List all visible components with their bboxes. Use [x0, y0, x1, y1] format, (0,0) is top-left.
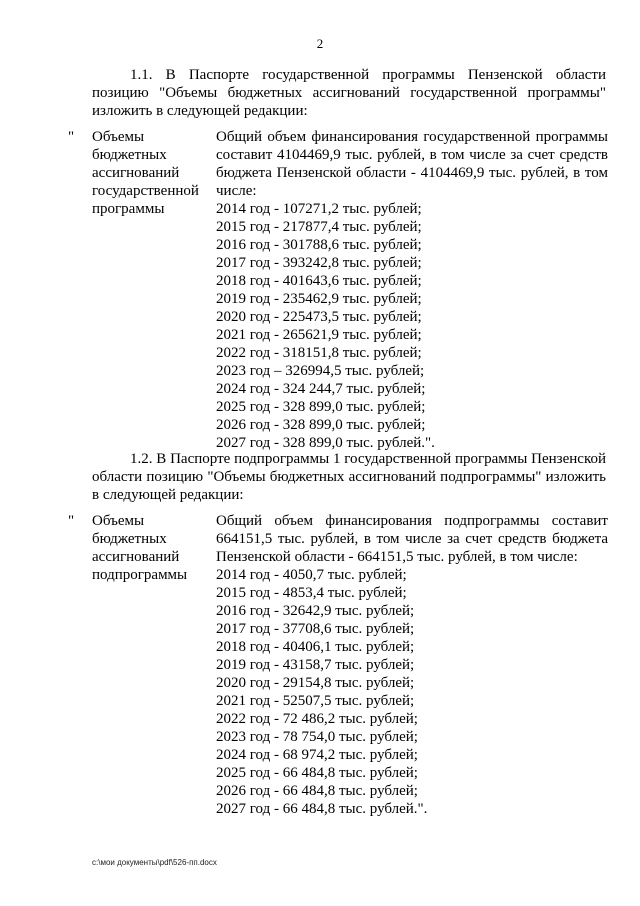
year-line: 2017 год - 37708,6 тыс. рублей;: [216, 621, 415, 637]
label-line: ассигнований: [92, 165, 180, 181]
year-line: 2026 год - 328 899,0 тыс. рублей;: [216, 417, 426, 433]
year-line: 2017 год - 393242,8 тыс. рублей;: [216, 255, 422, 271]
year-line: 2019 год - 235462,9 тыс. рублей;: [216, 291, 422, 307]
year-line: 2020 год - 29154,8 тыс. рублей;: [216, 675, 415, 691]
year-line: 2025 год - 328 899,0 тыс. рублей;: [216, 399, 426, 415]
section-1-1-value-intro: Общий объем финансирования государственной программы составит 4104469,9 тыс. рублей, в том числе за счет средств бюджета Пензенской области - 4104469,9 тыс. рублей, в том числе:: [216, 129, 608, 199]
year-line: 2023 год - 78 754,0 тыс. рублей;: [216, 729, 418, 745]
year-line: 2014 год - 4050,7 тыс. рублей;: [216, 567, 407, 583]
section-1-2-quote-mark: ": [68, 513, 75, 529]
year-line: 2027 год - 328 899,0 тыс. рублей.".: [216, 435, 435, 451]
label-line: ассигнований: [92, 549, 180, 565]
section-1-1-label: [92, 128, 212, 218]
year-line: 2027 год - 66 484,8 тыс. рублей.".: [216, 801, 428, 817]
section-1-2-label: [92, 512, 212, 584]
year-line: 2016 год - 32642,9 тыс. рублей;: [216, 603, 415, 619]
label-line: Объемы: [92, 129, 145, 145]
label-line: программы: [92, 201, 165, 217]
year-line: 2021 год - 52507,5 тыс. рублей;: [216, 693, 415, 709]
year-line: 2022 год - 318151,8 тыс. рублей;: [216, 345, 422, 361]
year-line: 2016 год - 301788,6 тыс. рублей;: [216, 237, 422, 253]
year-line: 2018 год - 40406,1 тыс. рублей;: [216, 639, 415, 655]
label-line: подпрограммы: [92, 567, 188, 583]
year-line: 2022 год - 72 486,2 тыс. рублей;: [216, 711, 418, 727]
label-line: государственной: [92, 183, 199, 199]
section-1-2-value: [216, 512, 608, 818]
section-1-1-intro-text: 1.1. В Паспорте государственной программы Пензенской области позицию "Объемы бюджетных ассигнований государственной программы" изложить в следующей редакции:: [92, 67, 606, 119]
section-1-2-intro: [92, 450, 606, 504]
year-line: 2015 год - 217877,4 тыс. рублей;: [216, 219, 422, 235]
year-line: 2023 год – 326994,5 тыс. рублей;: [216, 363, 425, 379]
section-1-1-value: [216, 128, 608, 452]
year-line: 2021 год - 265621,9 тыс. рублей;: [216, 327, 422, 343]
year-line: 2026 год - 66 484,8 тыс. рублей;: [216, 783, 418, 799]
page-number: 2: [316, 36, 324, 51]
section-1-1-intro: [92, 66, 606, 120]
year-line: 2019 год - 43158,7 тыс. рублей;: [216, 657, 415, 673]
section-1-2-value-intro: Общий объем финансирования подпрограммы составит 664151,5 тыс. рублей, в том числе за счет средств бюджета Пензенской области - 664151,5 тыс. рублей, в том числе:: [216, 513, 608, 565]
label-line: бюджетных: [92, 531, 167, 547]
year-line: 2024 год - 324 244,7 тыс. рублей;: [216, 381, 426, 397]
year-line: 2014 год - 107271,2 тыс. рублей;: [216, 201, 422, 217]
section-1-1-quote-mark: ": [68, 129, 75, 145]
year-line: 2025 год - 66 484,8 тыс. рублей;: [216, 765, 418, 781]
label-line: Объемы: [92, 513, 145, 529]
year-line: 2024 год - 68 974,2 тыс. рублей;: [216, 747, 418, 763]
section-1-2-intro-text: 1.2. В Паспорте подпрограммы 1 государственной программы Пензенской области позицию "Объемы бюджетных ассигнований подпрограммы" изложить в следующей редакции:: [92, 451, 606, 503]
year-line: 2018 год - 401643,6 тыс. рублей;: [216, 273, 422, 289]
label-line: бюджетных: [92, 147, 167, 163]
year-line: 2015 год - 4853,4 тыс. рублей;: [216, 585, 407, 601]
year-line: 2020 год - 225473,5 тыс. рублей;: [216, 309, 422, 325]
footer-file-path: c:\мои документы\pdf\526-пп.docx: [92, 858, 217, 867]
